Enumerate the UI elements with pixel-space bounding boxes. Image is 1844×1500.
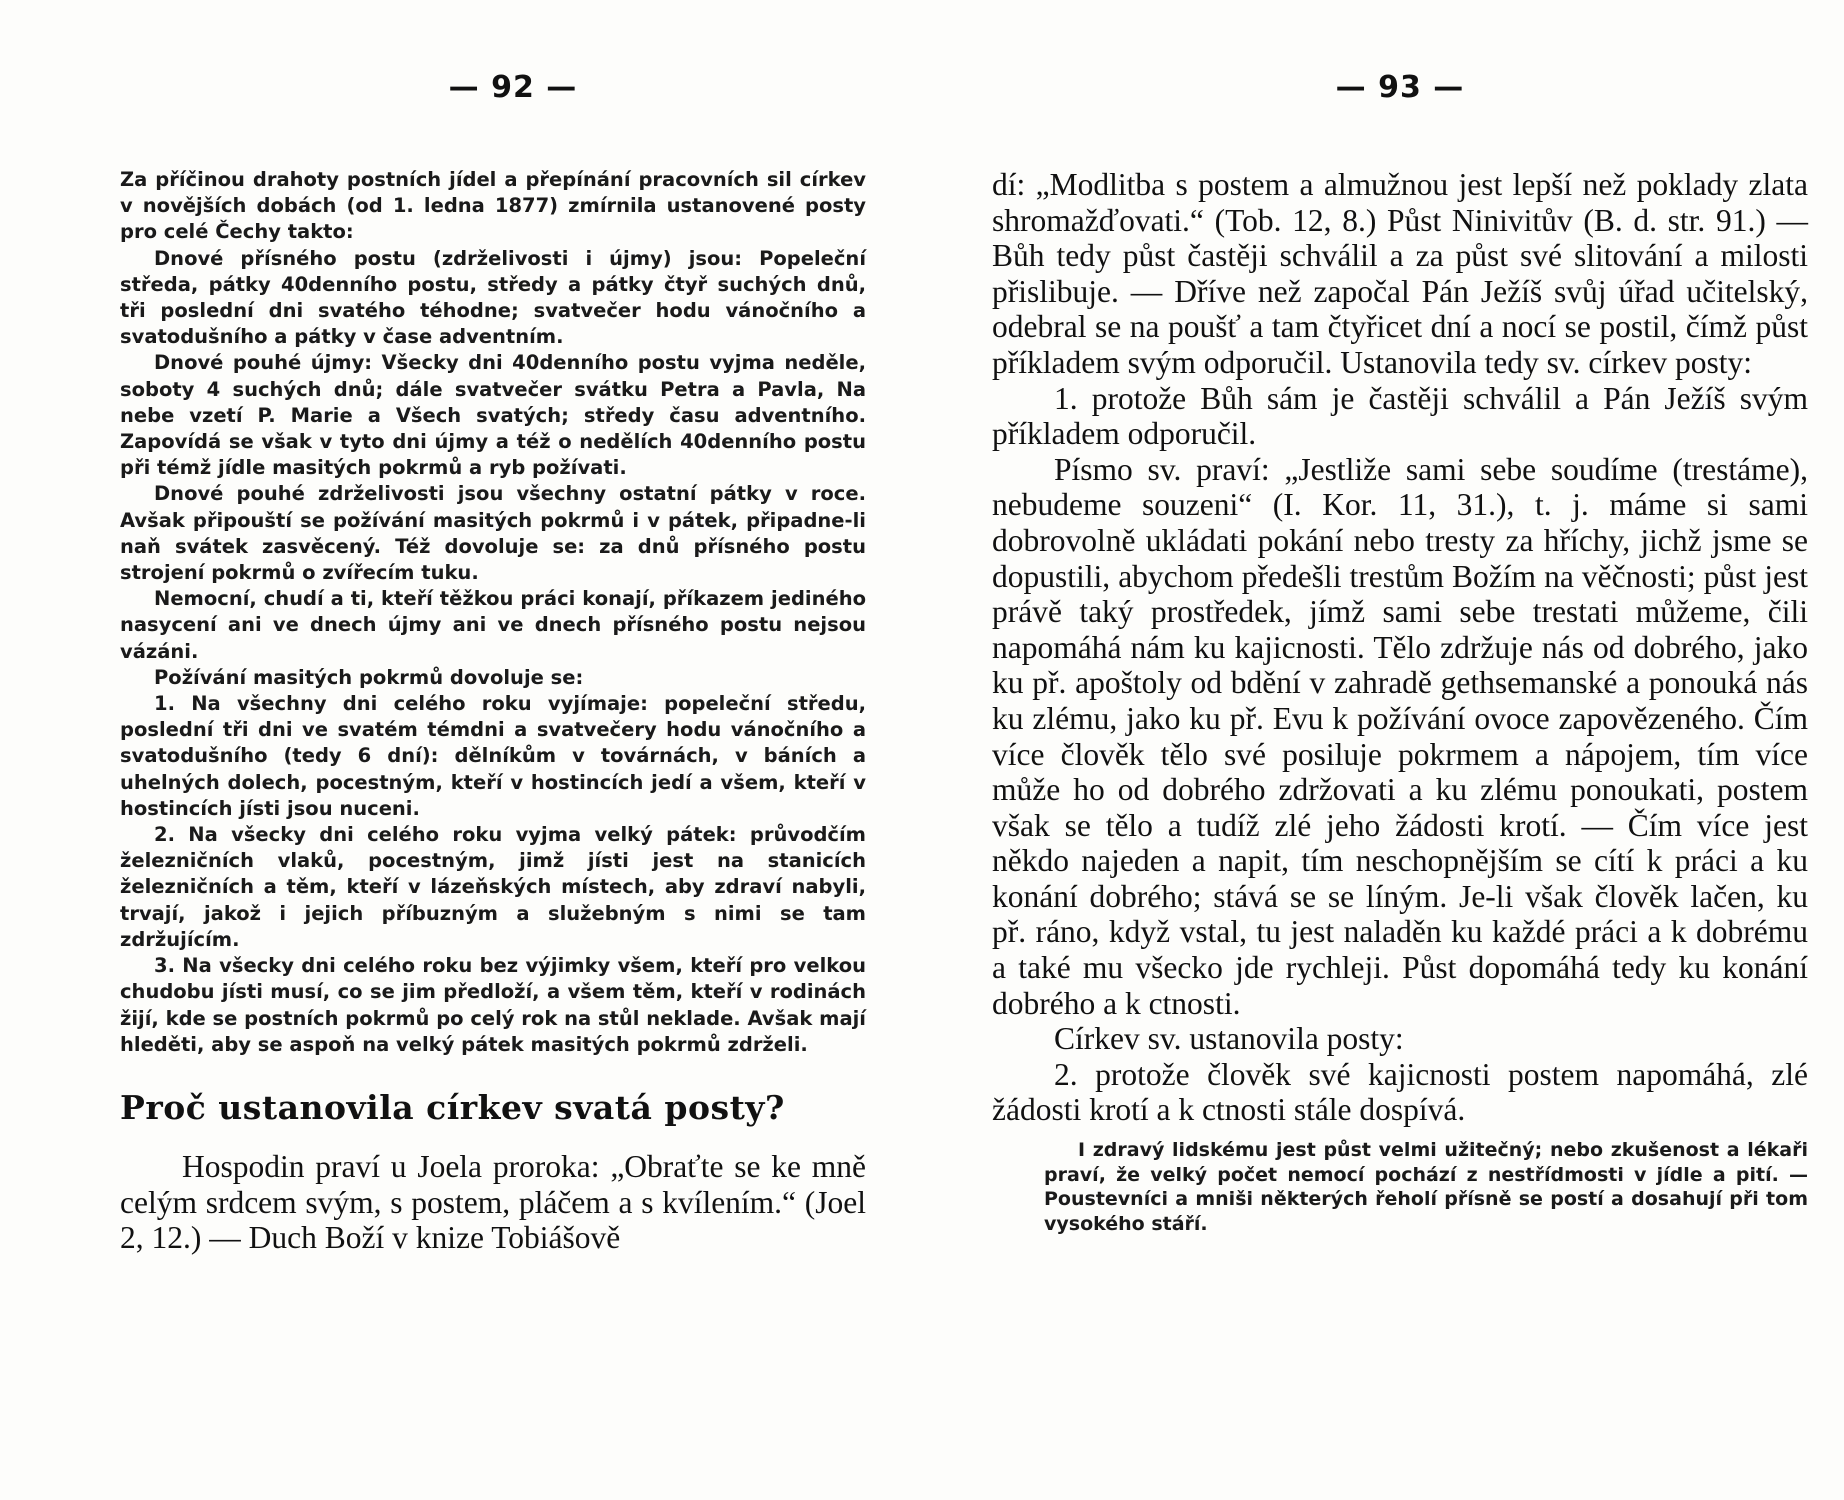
left-large-text [120,1149,866,1256]
list-item: 2. Na všecky dni celého roku vyjma velký pátek: průvodčím železničních vlaků, pocestným, jimž jísti jest na stanicích železničních a těm, kteří v lázeňských místech, aby zdraví nabyli, trvají, jakož i jejich příbuzným a služebným s nimi se tam zdržujícím. [120,823,866,951]
right-page [922,0,1844,1500]
list-item: 1. Na všechny dni celého roku vyjímaje: popeleční středu, poslední tři dni ve svatém témdni a svatvečery hodu vánočního a svatodušního (tedy 6 dní): dělníkům v továrnách, v báních a uhelných dolech, pocestným, kteří v hostincích jedí a všem, kteří v hostincích jísti jsou nuceni. [120,692,866,820]
paragraph: Písmo sv. praví: „Jestliže sami sebe soudíme (trestáme), nebudeme souzeni“ (I. Kor. 11, 31.), t. j. máme si sami dobrovolně ukládati pokání nebo tresty za hříchy, jichž jsme se dopustili, abychom předešli trestům Božím na věčnosti; půst jest právě taký prostředek, jímž sami sebe trestati můžeme, čili napomáhá nám ku kajicnosti. Tělo zdržuje nás od dobrého, jako ku př. apoštoly od bdění v zahradě gethsemanské a ponouká nás ku zlému, jako ku př. Evu k požívání ovoce zapovězeného. Čím více člověk tělo své posiluje pokrmem a nápojem, tím více může ho od dobrého zdržovati a ku zlému ponoukati, postem však se tělo a tudíž zlé jeho žádosti krotí. — Čím více jest někdo najeden a napit, tím neschopnějším se cítí k práci a ku konání dobrého; stává se se líným. Je-li však člověk lačen, ku př. ráno, když vstal, tu jest naladěn ku každé práci a k dobrému a také mu všecko jde rychleji. Půst dopomáhá tedy ku konání dobrého a k ctnosti. [992,451,1808,1021]
paragraph: Dnové pouhé zdrželivosti jsou všechny ostatní pátky v roce. Avšak připouští se požívání masitých pokrmů i v pátek, připadne-li naň svátek zasvěcený. Též dovoluje se: za dnů přísného postu strojení pokrmů o zvířecím tuku. [120,482,866,585]
right-body [992,167,1808,1128]
note-paragraph: I zdravý lidskému jest půst velmi užitečný; nebo zkušenost a lékaři praví, že velký počet nemocí pochází z nestřídmosti v jídle a pití. — Poustevníci a mniši některých řeholí přísně se postí a dosahují při tom vysokého stáří. [1044,1139,1808,1235]
page-number-right: — 93 — [1335,70,1465,105]
section-heading: Proč ustanovila církev svatá posty? [120,1087,785,1127]
paragraph: Dnové přísného postu (zdrželivosti i újmy) jsou: Popeleční středa, pátky 40denního postu, středy a pátky čtyř suchých dnů, tři poslední dni svatého téhodne; svatvečer hodu vánočního a svatodušního a pátky v čase adventním. [120,246,866,349]
paragraph: Církev sv. ustanovila posty: [1054,1021,1404,1057]
page-number-left: — 92 — [448,70,578,105]
paragraph: 2. protože člověk své kajicnosti postem napomáhá, zlé žádosti krotí a k ctnosti stále dospívá. [992,1056,1808,1128]
list-item: 3. Na všecky dni celého roku bez výjimky všem, kteří pro velkou chudobu jísti musí, co se jim předloží, a všem těm, kteří v rodinách žijí, kde se postních pokrmů po celý rok na stůl neklade. Avšak mají hleděti, aby se aspoň na velký pátek masitých pokrmů zdrželi. [120,954,866,1056]
paragraph: Nemocní, chudí a ti, kteří těžkou práci konají, příkazem jediného nasycení ani ve dnech újmy ani ve dnech přísného postu nejsou vázáni. [120,587,866,663]
paragraph: Za příčinou drahoty postních jídel a přepínání pracovních sil církev v novějších dobách (od 1. ledna 1877) zmírnila ustanovené posty pro celé Čechy takto: [120,168,866,244]
paragraph: dí: „Modlitba s postem a almužnou jest lepší než poklady zlata shromažďovati.“ (Tob. 12, 8.) Půst Ninivitův (B. d. str. 91.) — Bůh tedy půst častěji schválil a za půst své slitování a milosti přislibuje. — Dříve než započal Pán Ježíš svůj úřad učitelský, odebral se na poušť a tam čtyřicet dní a nocí se postil, čímž půst příkladem svým odporučil. Ustanovila tedy sv. církev posty: [992,167,1808,380]
paragraph: 1. protože Bůh sám je častěji schválil a Pán Ježíš svým příkladem odporučil. [992,380,1808,452]
paragraph: Hospodin praví u Joela proroka: „Obraťte se ke mně celým srdcem svým, s postem, pláčem a s kvílením.“ (Joel 2, 12.) — Duch Boží v knize Tobiášově [120,1148,866,1256]
left-body [120,167,866,1058]
paragraph: Požívání masitých pokrmů dovoluje se: [154,665,584,689]
footnote-block [992,1138,1808,1236]
paragraph: Dnové pouhé újmy: Všecky dni 40denního postu vyjma neděle, soboty 4 suchých dnů; dále svatvečer svátku Petra a Pavla, Na nebe vzetí P. Marie a Všech svatých; středy času adventního. Zapovídá se však v tyto dni újmy a též o nedělích 40denního postu při témž jídle masitých pokrmů a ryb požívati. [120,351,866,480]
